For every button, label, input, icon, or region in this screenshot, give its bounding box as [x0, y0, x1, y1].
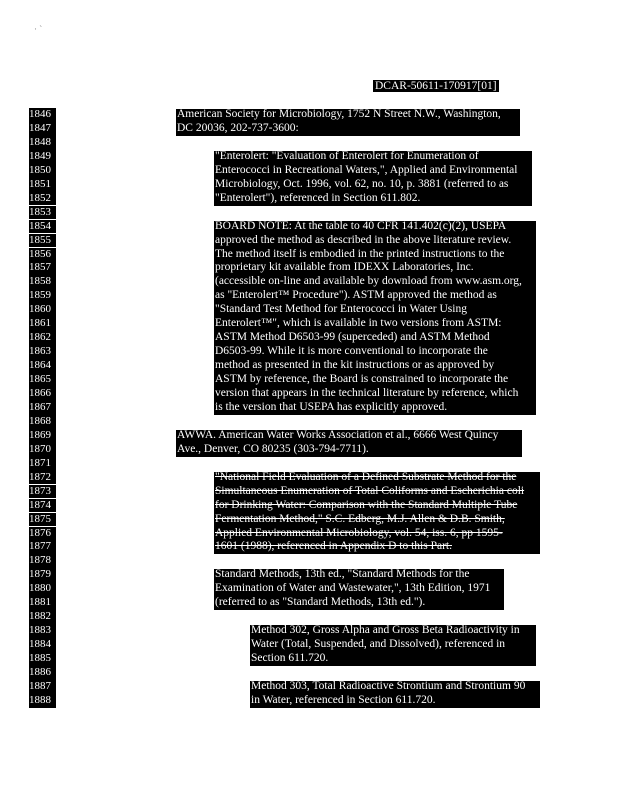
text-line: Standard Methods, 13th ed., "Standard Methods for the	[215, 568, 470, 581]
line-number: 1883	[29, 624, 56, 638]
text-line: Simultaneous Enumeration of Total Coliforms and Escherichia coli	[215, 484, 525, 497]
text-line: DC 20036, 202-737-3600:	[177, 121, 299, 134]
line-number: 1854	[29, 220, 56, 234]
line-number: 1884	[29, 638, 56, 652]
text-line: 1601 (1988), referenced in Appendix D to this Part.	[215, 540, 452, 553]
text-line: D6503-99. While it is more conventional to incorporate the	[215, 345, 488, 358]
text-line: ASTM by reference, the Board is constrained to incorporate the	[215, 373, 509, 386]
line-number: 1856	[29, 248, 56, 262]
text-line: Section 611.720.	[251, 652, 329, 665]
text-line: is the version that USEPA has explicitly approved.	[215, 400, 448, 413]
text-line: Enterococci in Recreational Waters,", Applied and Environmental	[215, 163, 518, 176]
text-line: proprietary kit available from IDEXX Laboratories, Inc.	[215, 261, 474, 274]
text-line: Applied Environmental Microbiology, vol. 54, iss. 6, pp 1595-	[215, 526, 503, 539]
line-number: 1862	[29, 331, 56, 345]
line-number: 1875	[29, 513, 56, 527]
line-number: 1863	[29, 345, 56, 359]
line-number: 1882	[29, 610, 56, 624]
line-number: 1888	[29, 694, 56, 708]
line-number: 1857	[29, 261, 56, 275]
text-line: for Drinking Water: Comparison with the Standard Multiple Tube	[215, 498, 518, 511]
text-line: "National Field Evaluation of a Defined Substrate Method for the	[215, 470, 517, 483]
text-line: Ave., Denver, CO 80235 (303-794-7711).	[177, 442, 369, 455]
line-number: 1860	[29, 303, 56, 317]
text-line: Examination of Water and Wastewater,", 13th Edition, 1971	[215, 582, 491, 595]
line-number: 1874	[29, 499, 56, 513]
line-number: 1855	[29, 234, 56, 248]
line-number: 1849	[29, 150, 56, 164]
line-number: 1869	[29, 429, 56, 443]
line-number: 1877	[29, 540, 56, 554]
line-number: 1851	[29, 178, 56, 192]
text-line: as "Enterolert™ Procedure"). ASTM approved the method as	[215, 289, 497, 302]
text-line: BOARD NOTE: At the table to 40 CFR 141.402(c)(2), USEPA	[215, 219, 507, 232]
text-line: version that appears in the technical literature by reference, which	[215, 387, 519, 399]
text-line: ASTM Method D6503-99 (superceded) and ASTM Method	[215, 331, 490, 344]
text-line: in Water, referenced in Section 611.720.	[251, 693, 436, 706]
line-number: 1885	[29, 652, 56, 666]
line-number: 1868	[29, 415, 56, 429]
line-number: 1867	[29, 401, 56, 415]
line-number: 1864	[29, 359, 56, 373]
line-number: 1872	[29, 471, 56, 485]
text-line: (accessible on-line and available by download from www.asm.org,	[215, 275, 522, 288]
line-number: 1858	[29, 275, 56, 289]
line-number: 1876	[29, 527, 56, 541]
line-number: 1873	[29, 485, 56, 499]
text-line: Water (Total, Suspended, and Dissolved), referenced in	[251, 638, 506, 651]
text-line: The method itself is embodied in the printed instructions to the	[215, 247, 505, 260]
text-line: Method 303, Total Radioactive Strontium and Strontium 90	[251, 679, 526, 692]
line-number: 1865	[29, 373, 56, 387]
text-line: "Enterolert"), referenced in Section 611.802.	[215, 191, 421, 204]
line-number: 1881	[29, 596, 56, 610]
line-number: 1853	[29, 206, 56, 220]
text-line: (referred to as "Standard Methods, 13th ed.").	[215, 596, 426, 609]
line-number: 1847	[29, 122, 56, 136]
scan-specks: · ˋ	[34, 24, 43, 34]
text-line: "Standard Test Method for Enterococci in Water Using	[215, 303, 467, 316]
text-line: Microbiology, Oct. 1996, vol. 62, no. 10, p. 3881 (referred to as	[215, 177, 509, 190]
line-number: 1861	[29, 317, 56, 331]
line-number: 1866	[29, 387, 56, 401]
line-number: 1850	[29, 164, 56, 178]
line-number: 1886	[29, 666, 56, 680]
line-number: 1871	[29, 457, 56, 471]
text-line: Method 302, Gross Alpha and Gross Beta Radioactivity in	[251, 624, 520, 637]
document-id: DCAR-50611-170917[01]	[375, 80, 497, 92]
text-line: Fermentation Method," S.C. Edberg, M.J. Allen & D.B. Smith,	[215, 512, 505, 525]
line-number: 1870	[29, 443, 56, 457]
text-line: method as presented in the kit instructions or as approved by	[215, 359, 495, 372]
line-number: 1887	[29, 680, 56, 694]
text-line: AWWA. American Water Works Association et al., 6666 West Quincy	[177, 428, 499, 441]
text-line: American Society for Microbiology, 1752 N Street N.W., Washington,	[177, 108, 501, 120]
line-number: 1848	[29, 136, 56, 150]
line-number: 1880	[29, 582, 56, 596]
line-number: 1859	[29, 289, 56, 303]
line-number: 1846	[29, 108, 56, 122]
text-line: "Enterolert: "Evaluation of Enterolert for Enumeration of	[215, 149, 479, 162]
text-line: Enterolert™", which is available in two versions from ASTM:	[215, 317, 502, 330]
line-number: 1879	[29, 568, 56, 582]
text-line: approved the method as described in the above literature review.	[215, 233, 512, 246]
line-number: 1878	[29, 554, 56, 568]
line-number: 1852	[29, 192, 56, 206]
